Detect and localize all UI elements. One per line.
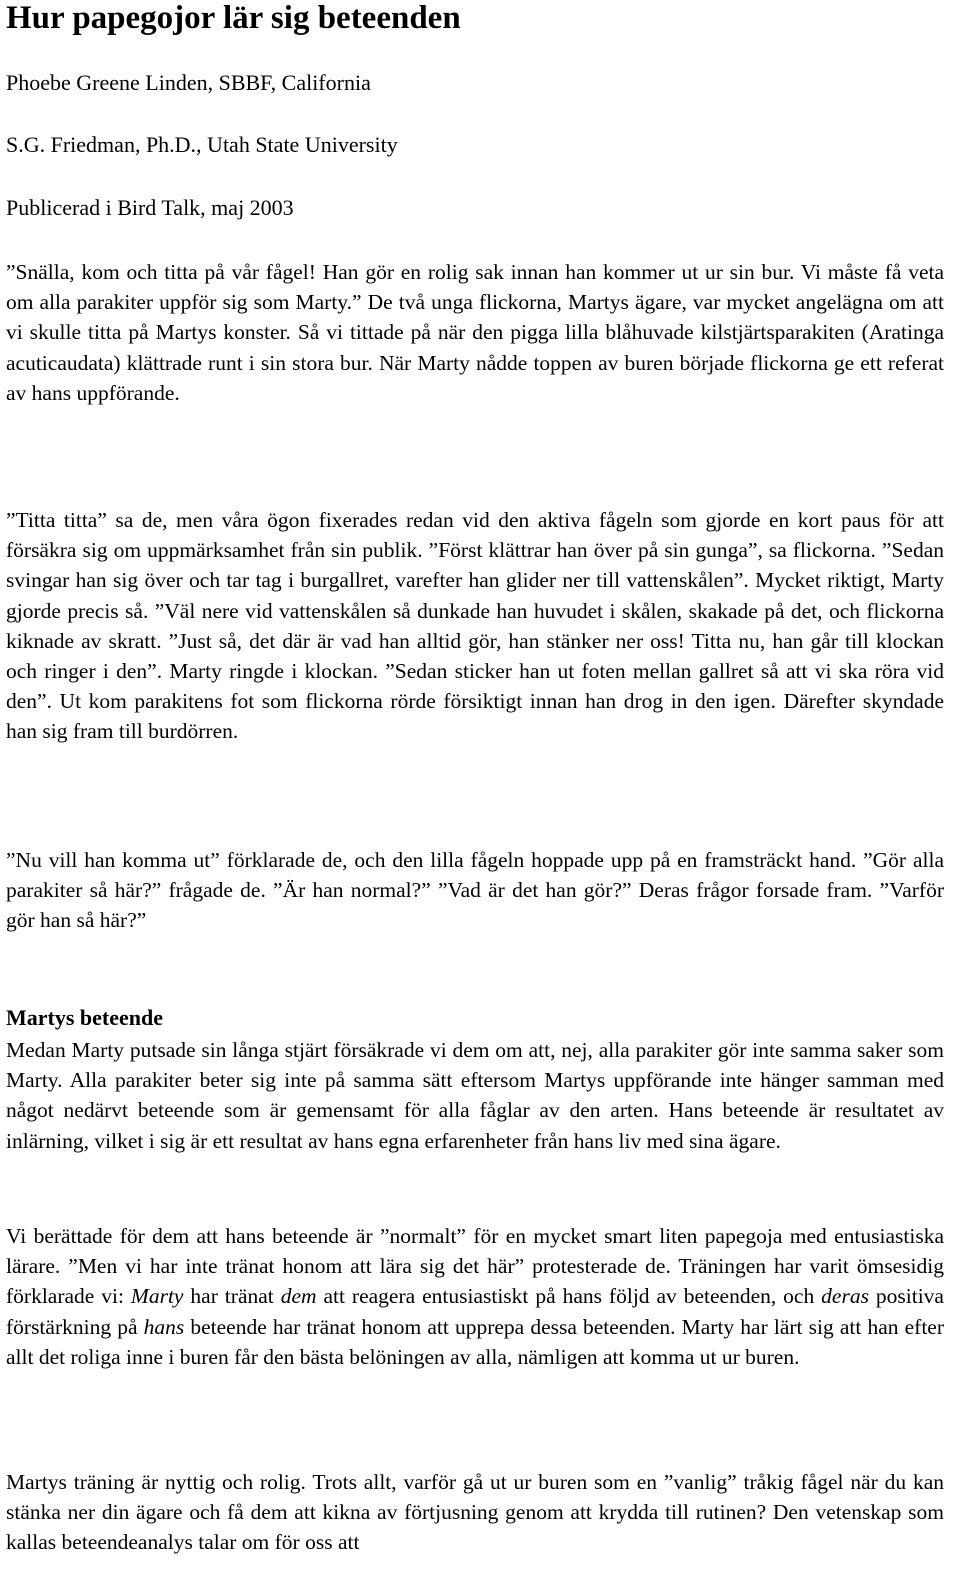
emphasis-dem: dem [280,1284,317,1309]
section-paragraph-2-part-5: beteende har tränat honom att upprepa dessa beteenden. Marty har lärt sig att han efter allt det roliga inne i buren får den bästa belöningen av alla, nämligen att komma ut ur buren. [6,1314,944,1369]
section-paragraph-1: Medan Marty putsade sin långa stjärt försäkrade vi dem om att, nej, alla parakiter gör inte samma saker som Marty. Alla parakiter beter sig inte på samma sätt eftersom Martys uppförande inte hänger samman med något nedärvt beteende som är gemensamt för alla fåglar av den arten. Hans beteende är resultatet av inlärning, vilket i sig är ett resultat av hans egna erfarenheter från hans liv med sina ägare. [6,1038,944,1153]
section-paragraph-2-part-4: positiva förstärkning på [6,1284,944,1339]
section-paragraph-2-part-3: att reagera entusiastiskt på hans följd av beteenden, och [316,1284,822,1309]
section-paragraph-3: Martys träning är nyttig och rolig. Trots allt, varför gå ut ur buren som en ”vanlig” tråkig fågel när du kan stänka ner din ägare och få dem att kikna av förtjusning genom att krydda till rutinen? Den vetenskap som kallas beteendeanalys talar om för oss att [6,1470,944,1555]
intro-paragraph-2: ”Titta titta” sa de, men våra ögon fixerades redan vid den aktiva fågeln som gjorde en kort paus för att försäkra sig om uppmärksamhet från sin publik. ”Först klättrar han över på sin gunga”, sa flickorna. ”Sedan svingar han sig över och tar tag i burgallret, varefter han glider ner till vattenskålen”. Mycket riktigt, Marty gjorde precis så. ”Väl nere vid vattenskålen så dunkade han huvudet i skålen, skakade på det, och flickorna kiknade av skratt. ”Just så, det där är vad han alltid gör, han stänker ner oss! Titta nu, han går till klockan och ringer i den”. Marty ringde i klockan. ”Sedan sticker han ut foten mellan gallret så att vi ska röra vid den”. Ut kom parakitens fot som flickorna rörde försiktigt innan han drog in den igen. Därefter skyndade han sig fram till burdörren. [6,508,944,744]
emphasis-marty: Marty [130,1284,184,1309]
intro-paragraph-3: ”Nu vill han komma ut” förklarade de, och den lilla fågeln hoppade upp på en framsträckt hand. ”Gör alla parakiter så här?” frågade de. ”Är han normal?” ”Vad är det han gör?” Deras frågor forsade fram. ”Varför gör han så här?” [6,848,944,933]
author-line-2: S.G. Friedman, Ph.D., Utah State University [6,132,398,157]
emphasis-deras: deras [821,1284,869,1309]
author-line-1: Phoebe Greene Linden, SBBF, California [6,70,371,95]
publication-line: Publicerad i Bird Talk, maj 2003 [6,195,294,220]
section-heading: Martys beteende [6,1005,164,1030]
intro-paragraph-1: ”Snälla, kom och titta på vår fågel! Han gör en rolig sak innan han kommer ut ur sin bur. Vi måste få veta om alla parakiter uppför sig som Marty.” De två unga flickorna, Martys ägare, var mycket angelägna om att vi skulle titta på Martys konster. Så vi tittade på när den pigga lilla blåhuvade kilstjärtsparakiten (Aratinga acuticaudata) klättrade runt i sin stora bur. När Marty nådde toppen av buren började flickorna ge ett referat av hans uppförande. [6,260,944,405]
section-paragraph-2 [6,1221,944,1372]
document-title: Hur papegojor lär sig beteenden [6,0,461,36]
section-paragraph-2-part-2: har tränat [183,1284,281,1309]
emphasis-hans: hans [143,1314,185,1339]
section-paragraph-2-part-1: Vi berättade för dem att hans beteende är ”normalt” för en mycket smart liten papegoja med entusiastiska lärare. ”Men vi har inte tränat honom att lära sig det här” protesterade de. Träningen har varit ömsesidig förklarade vi: [6,1224,944,1309]
